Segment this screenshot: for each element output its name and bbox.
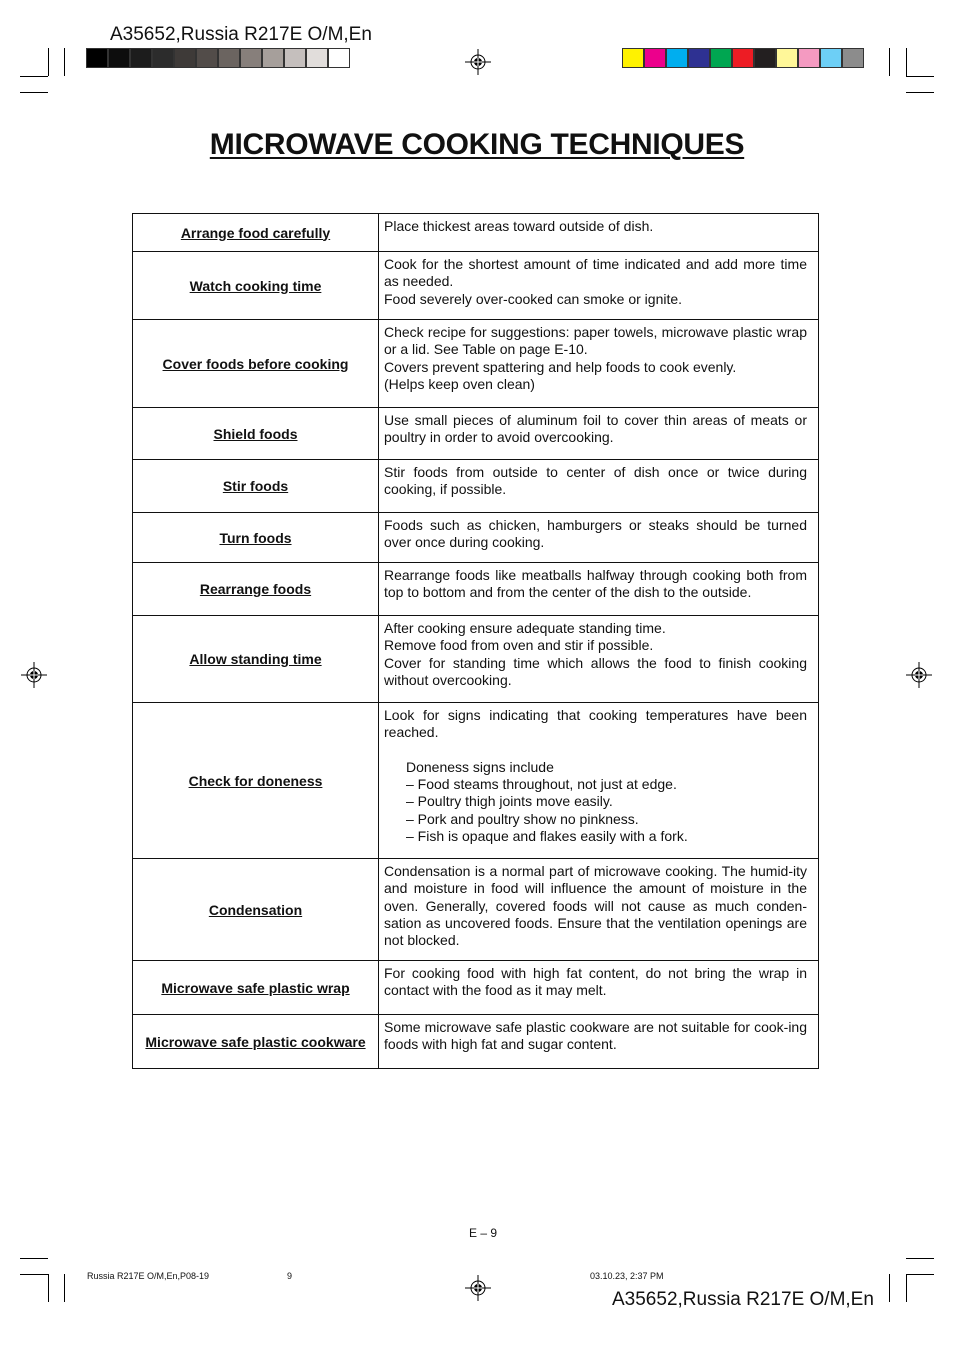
- crop-mark: [20, 92, 48, 93]
- page-number: E – 9: [469, 1226, 498, 1240]
- description-line: (Helps keep oven clean): [384, 375, 535, 392]
- color-swatch: [130, 48, 152, 68]
- doneness-sign-item: – Pork and poultry show no pinkness.: [406, 810, 639, 827]
- registration-mark-icon: [906, 662, 932, 688]
- color-swatch: [86, 48, 108, 68]
- color-swatch: [688, 48, 710, 68]
- color-swatch: [842, 48, 864, 68]
- crop-mark: [906, 1274, 934, 1275]
- description-line: Stir foods from outside to center of dish once or twice during cooking, if possible.: [384, 464, 807, 498]
- color-swatch: [754, 48, 776, 68]
- technique-description: [379, 320, 819, 408]
- crop-mark: [64, 48, 65, 76]
- description-line: Food severely over-cooked can smoke or ignite.: [384, 290, 683, 307]
- table-row: [133, 961, 819, 1015]
- table-row: [133, 320, 819, 408]
- color-swatch: [820, 48, 842, 68]
- technique-label: Stir foods: [133, 460, 379, 513]
- technique-description: [379, 460, 819, 513]
- technique-description: [379, 252, 819, 320]
- table-row: [133, 460, 819, 513]
- color-swatch: [776, 48, 798, 68]
- technique-label: Allow standing time: [133, 616, 379, 703]
- grayscale-color-bar: [86, 48, 350, 68]
- technique-label: Cover foods before cooking: [133, 320, 379, 408]
- header-document-code: A35652,Russia R217E O/M,En: [110, 24, 372, 45]
- crop-mark: [906, 1274, 907, 1302]
- table-row: [133, 513, 819, 563]
- footer-document-code: A35652,Russia R217E O/M,En: [612, 1289, 874, 1310]
- technique-label: Turn foods: [133, 513, 379, 563]
- registration-mark-icon: [465, 1275, 491, 1301]
- description-line: Foods such as chicken, hamburgers or steaks should be turned over once during cooking.: [384, 517, 807, 551]
- technique-label: Microwave safe plastic wrap: [133, 961, 379, 1015]
- process-color-bar: [622, 48, 864, 68]
- color-swatch: [196, 48, 218, 68]
- slug-page: 9: [287, 1271, 293, 1281]
- table-row: [133, 703, 819, 859]
- spacer: [384, 742, 807, 759]
- color-swatch: [622, 48, 644, 68]
- crop-mark: [889, 1274, 890, 1302]
- color-swatch: [798, 48, 820, 68]
- description-line: Cover for standing time which allows the food to finish cooking without overcooking.: [384, 654, 807, 688]
- crop-mark: [20, 76, 48, 77]
- color-swatch: [710, 48, 732, 68]
- description-line: Rearrange foods like meatballs halfway through cooking both from top to bottom and from the center of the dish to the outside.: [384, 567, 807, 601]
- crop-mark: [889, 48, 890, 76]
- crop-mark: [20, 1274, 48, 1275]
- crop-mark: [64, 1274, 65, 1302]
- doneness-subheading: Doneness signs include: [406, 758, 554, 775]
- color-swatch: [328, 48, 350, 68]
- color-swatch: [174, 48, 196, 68]
- description-line: Place thickest areas toward outside of dish.: [384, 218, 654, 234]
- description-line: Check recipe for suggestions: paper towels, microwave plastic wrap or a lid. See Table on page E-10.: [384, 324, 807, 358]
- color-swatch: [218, 48, 240, 68]
- technique-description: [379, 513, 819, 563]
- description-line: After cooking ensure adequate standing time.: [384, 620, 666, 636]
- technique-label: Arrange food carefully: [133, 214, 379, 252]
- registration-mark-icon: [465, 49, 491, 75]
- color-swatch: [152, 48, 174, 68]
- color-swatch: [644, 48, 666, 68]
- slug-date: 03.10.23, 2:37 PM: [590, 1271, 664, 1281]
- technique-label: Watch cooking time: [133, 252, 379, 320]
- technique-label: Check for doneness: [133, 703, 379, 859]
- crop-mark: [48, 1274, 49, 1302]
- doneness-sign-item: – Food steams throughout, not just at edge.: [406, 776, 677, 793]
- description-line: Some microwave safe plastic cookware are not suitable for cook-ing foods with high fat and sugar content.: [384, 1019, 807, 1053]
- technique-label: Condensation: [133, 859, 379, 961]
- technique-label: Rearrange foods: [133, 563, 379, 616]
- crop-mark: [906, 1258, 934, 1259]
- color-swatch: [284, 48, 306, 68]
- technique-description: [379, 616, 819, 703]
- color-swatch: [262, 48, 284, 68]
- table-row: [133, 408, 819, 460]
- technique-description: [379, 961, 819, 1015]
- slug-file-name: Russia R217E O/M,En,P08-19: [87, 1271, 210, 1281]
- color-swatch: [306, 48, 328, 68]
- table-row: [133, 616, 819, 703]
- description-line: Remove food from oven and stir if possible.: [384, 637, 654, 654]
- description-line: Condensation is a normal part of microwave cooking. The humid-ity and moisture in food will influence the amount of moisture in the oven. Generally, covered foods will not cause as much conden-sation as uncovered foods. Ensure that the ventilation openings are not blocked.: [384, 863, 807, 949]
- color-swatch: [108, 48, 130, 68]
- technique-description: [379, 214, 819, 252]
- technique-label: Shield foods: [133, 408, 379, 460]
- color-swatch: [666, 48, 688, 68]
- table-row: [133, 214, 819, 252]
- description-line: Use small pieces of aluminum foil to cover thin areas of meats or poultry in order to avoid overcooking.: [384, 412, 807, 446]
- table-row: [133, 252, 819, 320]
- table-row: [133, 859, 819, 961]
- crop-mark: [48, 48, 49, 76]
- description-line: Covers prevent spattering and help foods to cook evenly.: [384, 358, 737, 375]
- technique-description: [379, 1015, 819, 1069]
- crop-mark: [906, 76, 934, 77]
- description-line: Cook for the shortest amount of time indicated and add more time as needed.: [384, 256, 807, 290]
- crop-mark: [906, 48, 907, 76]
- description-line: Look for signs indicating that cooking temperatures have been reached.: [384, 707, 807, 741]
- technique-label: Microwave safe plastic cookware: [133, 1015, 379, 1069]
- technique-description: [379, 408, 819, 460]
- table-row: [133, 563, 819, 616]
- techniques-table: [132, 213, 819, 1069]
- color-swatch: [732, 48, 754, 68]
- registration-mark-icon: [21, 662, 47, 688]
- doneness-sign-item: – Fish is opaque and flakes easily with a fork.: [406, 828, 688, 845]
- color-swatch: [240, 48, 262, 68]
- table-row: [133, 1015, 819, 1069]
- technique-description: [379, 859, 819, 961]
- page-title: MICROWAVE COOKING TECHNIQUES: [209, 128, 745, 161]
- doneness-sign-item: – Poultry thigh joints move easily.: [406, 793, 613, 810]
- technique-description: [379, 563, 819, 616]
- description-line: For cooking food with high fat content, do not bring the wrap in contact with the food as it may melt.: [384, 965, 807, 999]
- crop-mark: [906, 92, 934, 93]
- technique-description: [379, 703, 819, 859]
- crop-mark: [20, 1258, 48, 1259]
